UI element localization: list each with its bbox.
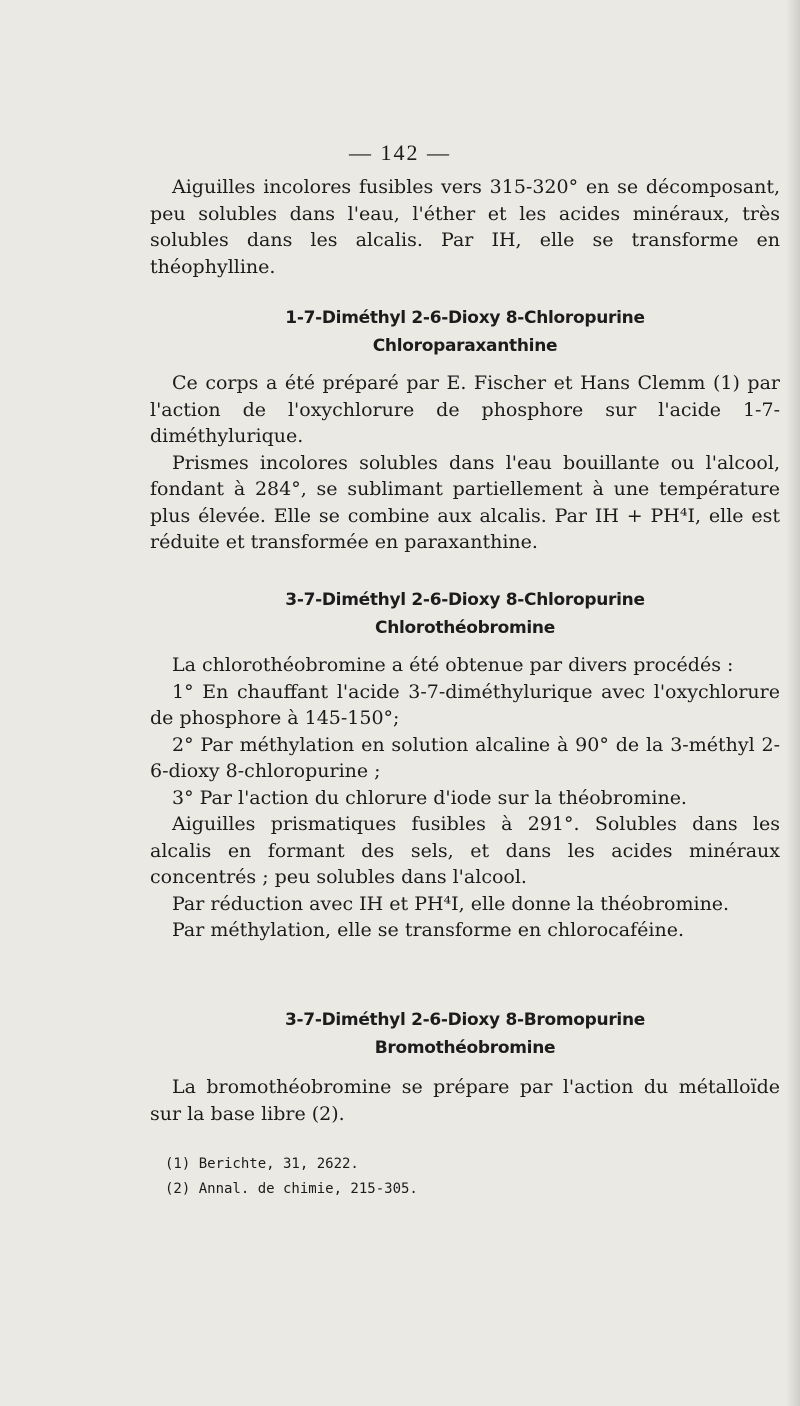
section-3-subtitle: Bromothéobromine <box>374 1038 556 1058</box>
intro-paragraph <box>150 174 780 280</box>
section-1-heading <box>150 304 780 360</box>
intro-text: Aiguilles incolores fusibles vers 315-320° en se décomposant, peu solubles dans l'eau, l'éther et les acides minéraux, très solubles dans les alcalis. Par IH, elle se transforme en théophylline. <box>150 176 780 278</box>
section-2-paragraph: Par réduction avec IH et PH⁴I, elle donne la théobromine. <box>172 892 730 915</box>
section-1-paragraph: Ce corps a été préparé par E. Fischer et Hans Clemm (1) par l'action de l'oxychlorure de phosphore sur l'acide 1-7-diméthylurique. <box>150 372 780 447</box>
page-number: — 142 — <box>349 140 451 165</box>
section-3-heading <box>150 1006 780 1062</box>
section-2-subtitle: Chlorothéobromine <box>375 618 555 638</box>
section-2-paragraph: La chlorothéobromine a été obtenue par divers procédés : <box>172 654 734 676</box>
section-2-paragraph: Aiguilles prismatiques fusibles à 291°. Solubles dans les alcalis en formant des sels, et dans les acides minéraux concentrés ; peu solubles dans l'alcool. <box>150 813 780 888</box>
section-2-heading <box>150 586 780 642</box>
section-3-body <box>150 1074 780 1127</box>
footnote: (2) Annal. de chimie, 215-305. <box>165 1181 418 1197</box>
page-edge-shadow <box>786 0 800 1406</box>
section-1-title: 1-7-Diméthyl 2-6-Dioxy 8-Chloropurine <box>285 308 645 328</box>
footnotes <box>165 1152 665 1202</box>
section-2-title: 3-7-Diméthyl 2-6-Dioxy 8-Chloropurine <box>285 590 645 610</box>
footnote: (1) Berichte, 31, 2622. <box>165 1156 359 1172</box>
section-2-paragraph: 2° Par méthylation en solution alcaline à 90° de la 3-méthyl 2-6-dioxy 8-chloropurine ; <box>150 733 780 782</box>
section-3-title: 3-7-Diméthyl 2-6-Dioxy 8-Bromopurine <box>285 1010 645 1030</box>
section-2-paragraph: 3° Par l'action du chlorure d'iode sur la théobromine. <box>172 786 687 809</box>
section-1-subtitle: Chloroparaxanthine <box>372 336 558 356</box>
section-2-paragraph: 1° En chauffant l'acide 3-7-diméthylurique avec l'oxychlorure de phosphore à 145-150°; <box>150 680 780 729</box>
section-1-paragraph: Prismes incolores solubles dans l'eau bouillante ou l'alcool, fondant à 284°, se sublimant partiellement à une température plus élevée. Elle se combine aux alcalis. Par IH + PH⁴I, elle est réduite et transformée en paraxanthine. <box>150 451 780 553</box>
section-2-paragraph: Par méthylation, elle se transforme en chlorocaféine. <box>172 919 684 941</box>
section-3-paragraph: La bromothéobromine se prépare par l'action du métalloïde sur la base libre (2). <box>150 1076 780 1125</box>
section-2-body <box>150 652 780 944</box>
section-1-body <box>150 370 780 556</box>
